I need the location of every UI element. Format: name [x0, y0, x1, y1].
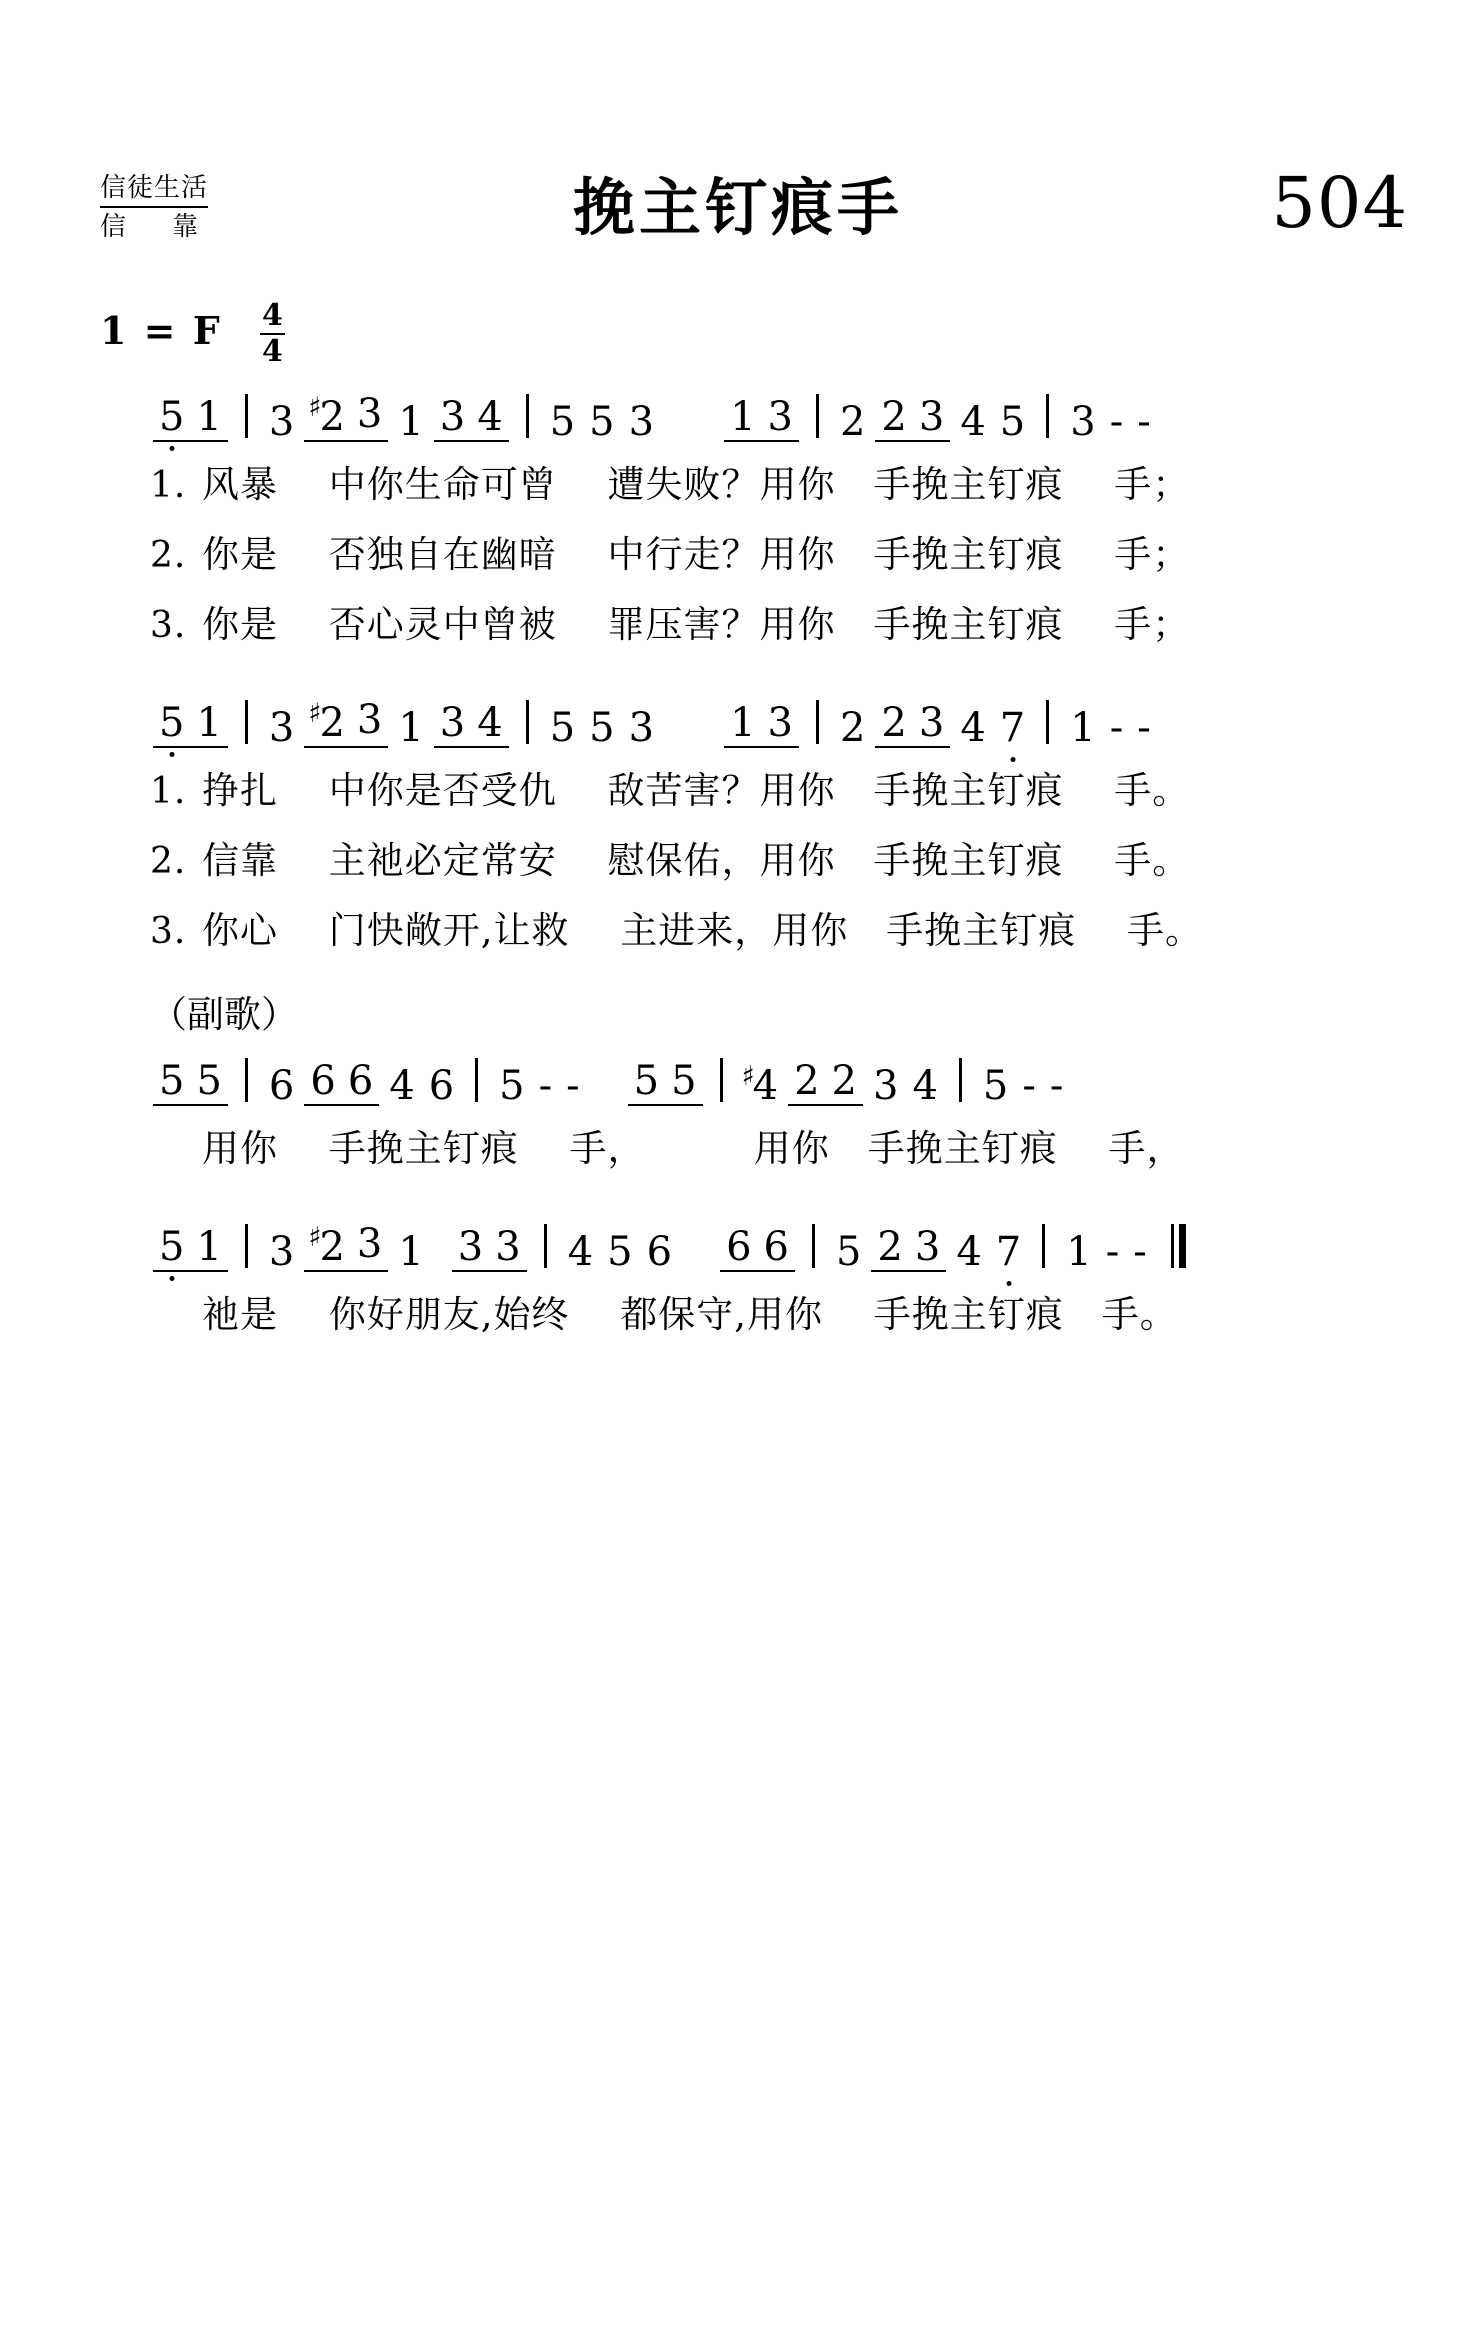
note: 6	[347, 1058, 374, 1104]
barline	[720, 1058, 723, 1102]
note: 1	[196, 700, 222, 746]
note: 3	[439, 394, 466, 440]
note: 4	[960, 399, 986, 445]
key-signature: 1 = F	[100, 308, 222, 353]
note: 3	[439, 700, 466, 746]
category-line-2-b: 靠	[172, 211, 200, 242]
note: 5	[153, 397, 190, 437]
note-beam	[875, 394, 950, 442]
note: 1	[1070, 705, 1096, 751]
note: 3	[767, 700, 793, 746]
note: 5	[589, 705, 615, 751]
note: 5	[671, 1058, 697, 1104]
lyric-text: 用你 手挽主钉痕 手， 用你 手挽主钉痕 手，	[202, 1127, 1185, 1170]
verse-number: 1.	[150, 465, 187, 506]
note: 3	[457, 1224, 484, 1270]
lyric-line	[150, 1284, 1386, 1342]
barline	[959, 1058, 962, 1102]
barline	[1046, 700, 1049, 744]
verse-number: 2.	[150, 841, 187, 882]
lyric-text: 你是 否独自在幽暗 中行走？用你 手挽主钉痕 手；	[202, 533, 1191, 576]
note: 3	[628, 399, 655, 445]
category-line-2-a: 信	[100, 211, 173, 242]
note-extend: -	[1022, 1063, 1036, 1109]
note: 5	[153, 703, 190, 743]
note-beam	[153, 394, 228, 442]
lyric-line	[150, 900, 1386, 958]
note: 4	[567, 1229, 594, 1275]
barline	[245, 1224, 248, 1268]
note-beam	[628, 1058, 703, 1106]
note: 6	[763, 1224, 789, 1270]
music-system-2	[0, 686, 1476, 958]
note-extend: -	[1133, 1229, 1147, 1275]
barline	[475, 1058, 478, 1102]
note: 3	[1070, 399, 1096, 445]
note-extend: -	[566, 1063, 580, 1109]
note: ♯2	[308, 698, 345, 746]
note: 2	[839, 705, 866, 751]
lyric-line	[150, 1118, 1386, 1176]
notation-line-2	[150, 686, 1386, 751]
chorus-label: （副歌）	[150, 993, 298, 1036]
note-beam	[304, 391, 388, 442]
note: 1	[1066, 1229, 1092, 1275]
note: 3	[356, 1221, 383, 1267]
barline	[816, 700, 819, 744]
barline	[816, 394, 819, 438]
note: 2	[831, 1058, 857, 1104]
note-beam	[724, 394, 799, 442]
note-beam	[434, 394, 509, 442]
barline	[1042, 1224, 1045, 1268]
note: 6	[428, 1063, 455, 1109]
music-system-4	[0, 1210, 1476, 1342]
note: 7	[989, 1232, 1028, 1272]
note: 1	[398, 1229, 424, 1275]
music-system-1	[0, 380, 1476, 652]
barline	[245, 394, 248, 438]
lyric-text: 信靠 主祂必定常安 慰保佑，用你 手挽主钉痕 手。	[202, 839, 1191, 882]
note: 1	[398, 399, 424, 445]
verse-number: 3.	[150, 605, 187, 646]
note: 5	[589, 399, 615, 445]
note: 2	[881, 394, 907, 440]
note: 5	[499, 1063, 525, 1109]
note: 2	[881, 700, 907, 746]
lyric-text: 你是 否心灵中曾被 罪压害？用你 手挽主钉痕 手；	[202, 603, 1191, 646]
note: 5	[196, 1058, 222, 1104]
note-beam	[304, 697, 388, 748]
note: 3	[356, 697, 383, 743]
note: 3	[268, 705, 295, 751]
note: 6	[646, 1229, 673, 1275]
note: 6	[268, 1063, 295, 1109]
note: 3	[767, 394, 793, 440]
note: 5	[607, 1229, 633, 1275]
barline	[812, 1224, 815, 1268]
key-time-row	[100, 300, 1476, 380]
verse-number: 3.	[150, 911, 187, 952]
note: 4	[912, 1063, 938, 1109]
lyric-line	[150, 594, 1386, 652]
note: 2	[794, 1058, 820, 1104]
note-extend: -	[1109, 705, 1124, 751]
notation-line-1	[150, 380, 1386, 445]
note: 3	[268, 399, 295, 445]
note: 3	[918, 700, 945, 746]
note-extend: -	[1105, 1229, 1120, 1275]
note-extend: -	[1137, 705, 1151, 751]
note: 4	[389, 1063, 415, 1109]
note: 3	[918, 394, 945, 440]
page-title: 挽主钉痕手	[572, 171, 903, 244]
hymn-page	[0, 150, 1476, 2335]
note: 1	[196, 394, 222, 440]
verse-number: 1.	[150, 771, 187, 812]
time-numerator: 4	[262, 298, 283, 333]
lyric-line	[150, 760, 1386, 818]
note: 1	[730, 700, 756, 746]
note: ♯2	[308, 392, 345, 440]
note-beam	[720, 1224, 795, 1272]
note-extend: -	[538, 1063, 553, 1109]
note: 5	[633, 1058, 660, 1104]
note: ♯4	[741, 1061, 779, 1109]
note: 1	[730, 394, 756, 440]
note: 6	[310, 1058, 336, 1104]
note: 3	[628, 705, 655, 751]
note: 4	[960, 705, 986, 751]
page-header	[0, 150, 1476, 280]
note: 2	[877, 1224, 903, 1270]
hymn-number: 504	[1271, 162, 1408, 244]
lyric-line	[150, 830, 1386, 888]
note-beam	[153, 700, 228, 748]
music-system-3	[0, 1044, 1476, 1176]
note-extend: -	[1109, 399, 1124, 445]
lyric-text: 祂是 你好朋友,始终 都保守,用你 手挽主钉痕 手。	[202, 1293, 1178, 1336]
note: 5	[159, 1058, 185, 1104]
note: 3	[356, 391, 383, 437]
note: ♯2	[308, 1222, 345, 1270]
note: 3	[495, 1224, 521, 1270]
note: 1	[398, 705, 424, 751]
note-extend: -	[1137, 399, 1151, 445]
category-line-1: 信徒生活	[100, 172, 208, 208]
note-beam	[153, 1224, 228, 1272]
note: 5	[153, 1227, 190, 1267]
barline	[544, 1224, 547, 1268]
barline	[1046, 394, 1049, 438]
note-beam	[875, 700, 950, 748]
barline	[245, 1058, 248, 1102]
final-barline	[1166, 1224, 1186, 1268]
lyric-line	[150, 454, 1386, 512]
verse-number: 2.	[150, 535, 187, 576]
note: 4	[477, 394, 503, 440]
note: 3	[268, 1229, 295, 1275]
barline	[526, 700, 529, 744]
note-beam	[871, 1224, 946, 1272]
note: 5	[999, 399, 1026, 445]
barline	[526, 394, 529, 438]
note: 2	[839, 399, 866, 445]
note: 4	[956, 1229, 982, 1275]
note-beam	[153, 1058, 228, 1106]
note-beam	[452, 1224, 527, 1272]
note: 5	[982, 1063, 1009, 1109]
note: 4	[477, 700, 503, 746]
note-beam	[788, 1058, 863, 1106]
time-signature	[260, 300, 285, 367]
note-beam	[304, 1058, 379, 1106]
note: 5	[549, 705, 576, 751]
time-denominator: 4	[262, 333, 283, 369]
lyric-text: 你心 门快敞开,让救 主进来，用你 手挽主钉痕 手。	[202, 909, 1204, 952]
note-beam	[304, 1221, 388, 1272]
note-beam	[434, 700, 509, 748]
note: 6	[726, 1224, 752, 1270]
note: 5	[835, 1229, 862, 1275]
notation-line-3	[150, 1044, 1386, 1109]
note: 5	[549, 399, 576, 445]
lyric-text: 挣扎 中你是否受仇 敌苦害？用你 手挽主钉痕 手。	[202, 769, 1191, 812]
notation-line-4	[150, 1210, 1386, 1275]
lyric-text: 风暴 中你生命可曾 遭失败？用你 手挽主钉痕 手；	[202, 463, 1191, 506]
note: 7	[993, 708, 1032, 748]
note: 3	[873, 1063, 899, 1109]
note-beam	[724, 700, 799, 748]
note-extend: -	[1049, 1063, 1064, 1109]
note: 3	[914, 1224, 941, 1270]
note: 1	[196, 1224, 222, 1270]
barline	[245, 700, 248, 744]
lyric-line	[150, 524, 1386, 582]
